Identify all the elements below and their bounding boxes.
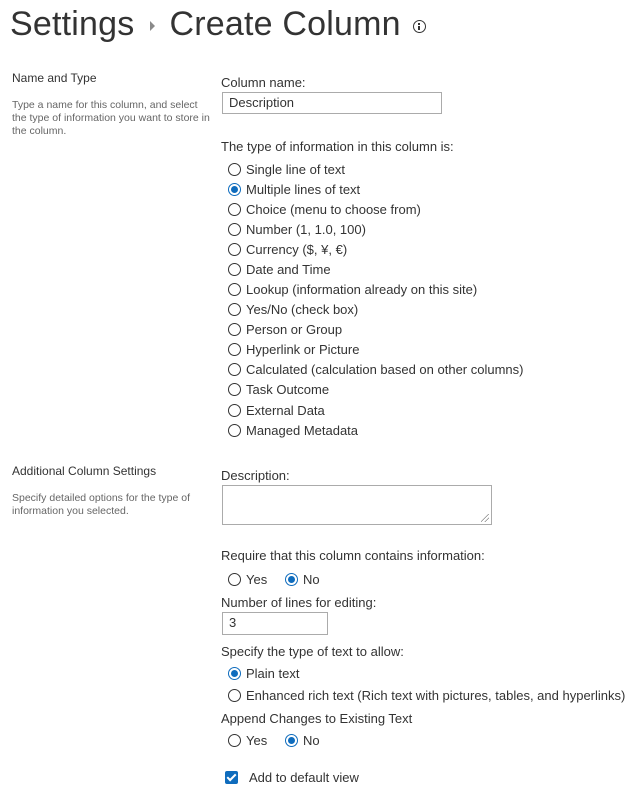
type-option-calculated[interactable]	[228, 359, 524, 379]
radio-button-selected[interactable]	[285, 734, 298, 747]
radio-button-selected[interactable]	[285, 573, 298, 586]
text-type-option-plain[interactable]	[228, 663, 299, 683]
option-label: Calculated (calculation based on other columns)	[246, 361, 524, 377]
option-label: Managed Metadata	[246, 422, 359, 438]
radio-button[interactable]	[228, 383, 241, 396]
section-title-name-type: Name and Type	[12, 71, 97, 85]
option-label: Yes	[246, 571, 268, 587]
type-option-choice[interactable]	[228, 199, 421, 219]
radio-button[interactable]	[228, 689, 241, 702]
column-name-label: Column name:	[221, 75, 306, 90]
append-label: Append Changes to Existing Text	[221, 711, 413, 726]
type-option-multiple-lines[interactable]	[228, 179, 360, 199]
radio-button[interactable]	[228, 404, 241, 417]
require-label: Require that this column contains information:	[221, 548, 485, 563]
radio-button[interactable]	[228, 343, 241, 356]
section-desc-name-type: Type a name for this column, and select the type of information you want to store in the column.	[12, 99, 210, 137]
radio-button[interactable]	[228, 263, 241, 276]
radio-button[interactable]	[228, 243, 241, 256]
resize-grip-icon[interactable]	[481, 514, 489, 522]
option-label: Person or Group	[246, 321, 343, 337]
type-option-external-data[interactable]	[228, 400, 325, 420]
text-type-label: Specify the type of text to allow:	[221, 644, 404, 659]
radio-button[interactable]	[228, 283, 241, 296]
option-label: Enhanced rich text (Rich text with pictures, tables, and hyperlinks)	[246, 687, 626, 703]
chevron-right-icon	[150, 21, 155, 31]
type-option-task-outcome[interactable]	[228, 379, 329, 399]
checkbox-checked[interactable]	[225, 771, 238, 784]
radio-button[interactable]	[228, 573, 241, 586]
option-label: Multiple lines of text	[246, 181, 361, 197]
type-label: The type of information in this column is:	[221, 139, 454, 154]
radio-button[interactable]	[228, 363, 241, 376]
option-label: Number (1, 1.0, 100)	[246, 221, 366, 237]
option-label: Lookup (information already on this site)	[246, 281, 478, 297]
section-title-additional: Additional Column Settings	[12, 464, 157, 478]
require-option-no[interactable]	[285, 569, 320, 589]
option-label: No	[303, 571, 320, 587]
info-icon[interactable]	[413, 20, 426, 33]
breadcrumb-settings-link[interactable]: Settings	[10, 4, 135, 43]
type-option-lookup[interactable]	[228, 279, 477, 299]
lines-label: Number of lines for editing:	[221, 595, 377, 610]
radio-button[interactable]	[228, 223, 241, 236]
option-label: No	[303, 732, 320, 748]
type-option-date-time[interactable]	[228, 259, 331, 279]
append-option-yes[interactable]	[228, 730, 267, 750]
type-option-managed-metadata[interactable]	[228, 420, 358, 440]
require-option-yes[interactable]	[228, 569, 267, 589]
radio-button-selected[interactable]	[228, 183, 241, 196]
page-title: Create Column	[169, 4, 401, 43]
option-label: Choice (menu to choose from)	[246, 201, 421, 217]
option-label: External Data	[246, 402, 325, 418]
radio-button[interactable]	[228, 424, 241, 437]
type-option-yes-no[interactable]	[228, 299, 358, 319]
description-textarea[interactable]	[222, 485, 492, 525]
section-desc-additional: Specify detailed options for the type of information you selected.	[12, 492, 191, 517]
option-label: Yes	[246, 732, 268, 748]
option-label: Hyperlink or Picture	[246, 341, 360, 357]
type-option-single-line[interactable]	[228, 159, 345, 179]
option-label: Currency ($, ¥, €)	[246, 241, 348, 257]
radio-button[interactable]	[228, 303, 241, 316]
type-option-number[interactable]	[228, 219, 366, 239]
option-label: Plain text	[246, 665, 300, 681]
radio-button[interactable]	[228, 323, 241, 336]
radio-button[interactable]	[228, 203, 241, 216]
page-header	[10, 0, 426, 48]
add-to-default-view[interactable]	[225, 767, 359, 787]
type-option-currency[interactable]	[228, 239, 347, 259]
append-option-no[interactable]	[285, 730, 320, 750]
text-type-option-enhanced[interactable]	[228, 685, 625, 705]
type-option-person-group[interactable]	[228, 319, 342, 339]
radio-button-selected[interactable]	[228, 667, 241, 680]
lines-input[interactable]: 3	[222, 612, 328, 635]
option-label: Single line of text	[246, 161, 346, 177]
type-option-hyperlink[interactable]	[228, 339, 359, 359]
option-label: Date and Time	[246, 261, 331, 277]
radio-button[interactable]	[228, 734, 241, 747]
option-label: Task Outcome	[246, 381, 330, 397]
option-label: Yes/No (check box)	[246, 301, 359, 317]
column-name-input[interactable]: Description	[222, 92, 442, 114]
checkbox-label: Add to default view	[249, 769, 359, 785]
description-label: Description:	[221, 468, 290, 483]
radio-button[interactable]	[228, 163, 241, 176]
